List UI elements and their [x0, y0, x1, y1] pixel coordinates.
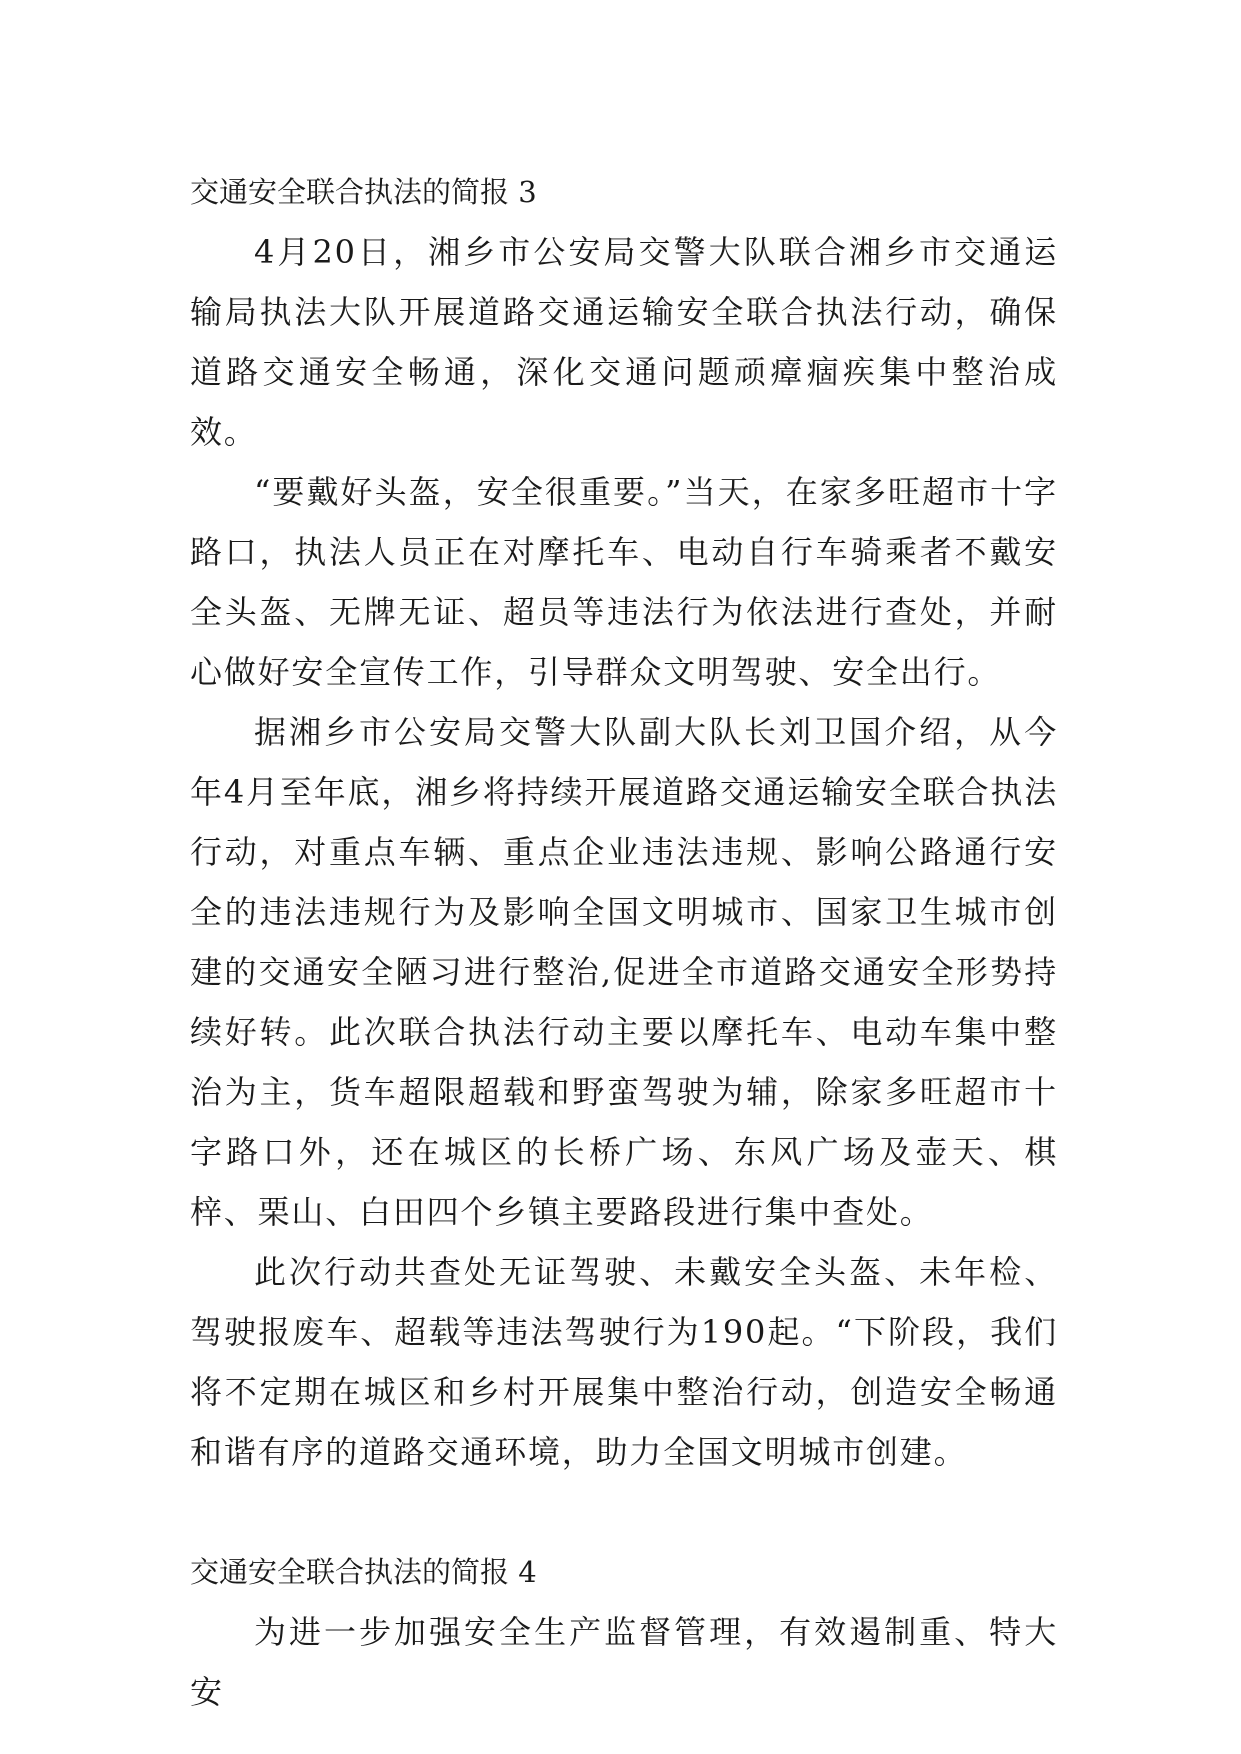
section-title: 交通安全联合执法的简报 3	[190, 175, 537, 209]
document-body	[190, 162, 1058, 1722]
paragraph: 为进一步加强安全生产监督管理，有效遏制重、特大安	[190, 1613, 1058, 1711]
paragraph: 据湘乡市公安局交警大队副大队长刘卫国介绍，从今年4月至年底，湘乡将持续开展道路交通运输安全联合执法行动，对重点车辆、重点企业违法违规、影响公路通行安全的违法违规行为及影响全国文明城市、国家卫生城市创建的交通安全陋习进行整治,促进全市道路交通安全形势持续好转。此次联合执法行动主要以摩托车、电动车集中整治为主，货车超限超载和野蛮驾驶为辅，除家多旺超市十字路口外，还在城区的长桥广场、东风广场及壶天、棋梓、栗山、白田四个乡镇主要路段进行集中查处。	[190, 713, 1058, 1231]
paragraph: “要戴好头盔，安全很重要。”当天，在家多旺超市十字路口，执法人员正在对摩托车、电动自行车骑乘者不戴安全头盔、无牌无证、超员等违法行为依法进行查处，并耐心做好安全宣传工作，引导群众文明驾驶、安全出行。	[190, 473, 1058, 691]
paragraph: 此次行动共查处无证驾驶、未戴安全头盔、未年检、驾驶报废车、超载等违法驾驶行为190起。“下阶段，我们将不定期在城区和乡村开展集中整治行动，创造安全畅通和谐有序的道路交通环境，助力全国文明城市创建。	[190, 1253, 1058, 1471]
section-spacer	[190, 1482, 1058, 1542]
section-title: 交通安全联合执法的简报 4	[190, 1555, 537, 1589]
paragraph: 4月20日，湘乡市公安局交警大队联合湘乡市交通运输局执法大队开展道路交通运输安全联合执法行动，确保道路交通安全畅通，深化交通问题顽瘴痼疾集中整治成效。	[190, 233, 1058, 451]
